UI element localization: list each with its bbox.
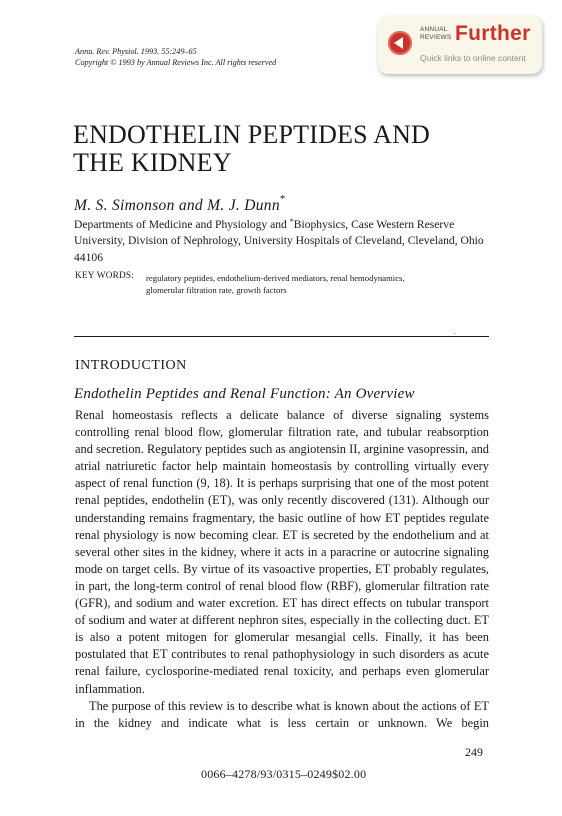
author-names: M. S. Simonson and M. J. Dunn — [74, 197, 280, 214]
key-words-line-1: regulatory peptides, endothelium-derived mediators, renal hemodynamics, — [146, 273, 405, 283]
key-words-label: KEY WORDS: — [75, 271, 135, 281]
further-word: Further — [455, 22, 531, 45]
journal-line: Annu. Rev. Physiol. 1993. 55:249–65 — [75, 47, 197, 56]
affiliation-part-2: Biophysics, Case Western Reserve University, Division of Nephrology, University Hospitals of Cleveland, Cleveland, Ohio 44106 — [74, 218, 484, 264]
paragraph-1: Renal homeostasis reflects a delicate balance of diverse signaling systems controlling renal blood flow, glomerular filtration rate, and tubular reabsorption and secretion. Regulatory peptides such as angiotensin II, arginine vasopressin, and atrial natriuretic factor help maintain homeostasis by controlling virtually every aspect of renal function (9, 18). It is perhaps surprising that one of the most potent renal peptides, endothelin (ET), was only recently discovered (131). Although our understanding remains fragmentary, the basic outline of how ET peptides regulate renal physiology is now becoming clear. ET is secreted by the endothelium and at several other sites in the kidney, where it acts in a paracrine or autocrine signaling mode on target cells. By virtue of its vasoactive properties, ET probably regulates, in part, the long-term control of renal blood flow (RBF), glomerular filtration rate (GFR), and sodium and water excretion. ET has direct effects on tubular transport of sodium and water at different nephron sites, especially in the collecting duct. ET is also a potent mitogen for glomerular mesangial cells. Finally, it has been postulated that ET contributes to renal pathophysiology in such disorders as acute renal failure, cyclosporine-mediated renal toxicity, and perhaps even glomerular inflammation. — [75, 408, 489, 696]
paragraph-2: The purpose of this review is to describe what is known about the actions of ET in the kidney and indicate what is less certain or unknown. We begin — [75, 698, 489, 730]
back-arrow-icon[interactable] — [388, 31, 412, 55]
affiliation-part-1: Departments of Medicine and Physiology and — [74, 218, 290, 231]
page-number: 249 — [465, 745, 483, 759]
article-title — [73, 121, 430, 177]
section-subheading: Endothelin Peptides and Renal Function: An Overview — [74, 386, 415, 402]
body-text — [75, 407, 489, 732]
copyright-line: Copyright © 1993 by Annual Reviews Inc. All rights reserved — [75, 58, 277, 67]
title-line-2: THE KIDNEY — [73, 148, 232, 177]
further-tagline: Quick links to online content — [420, 53, 526, 63]
logo-line-reviews: REVIEWS — [420, 33, 452, 41]
logo-line-annual: ANNUAL — [420, 26, 448, 33]
key-words-line-2: glomerular filtration rate, growth factors — [146, 285, 287, 295]
section-divider — [74, 336, 489, 337]
annual-reviews-further-widget[interactable] — [378, 16, 542, 74]
section-heading: INTRODUCTION — [75, 358, 187, 373]
journal-citation — [75, 46, 276, 68]
author-footnote-mark: * — [279, 193, 286, 205]
title-line-1: ENDOTHELIN PEPTIDES AND — [73, 120, 431, 149]
key-words — [146, 272, 496, 296]
stray-mark: . — [454, 328, 456, 336]
article-code: 0066–4278/93/0315–0249$02.00 — [201, 767, 367, 781]
affiliation — [74, 217, 494, 266]
authors — [74, 193, 286, 215]
affiliation-footnote-mark: * — [289, 217, 294, 226]
annual-reviews-logo-text — [420, 26, 451, 41]
